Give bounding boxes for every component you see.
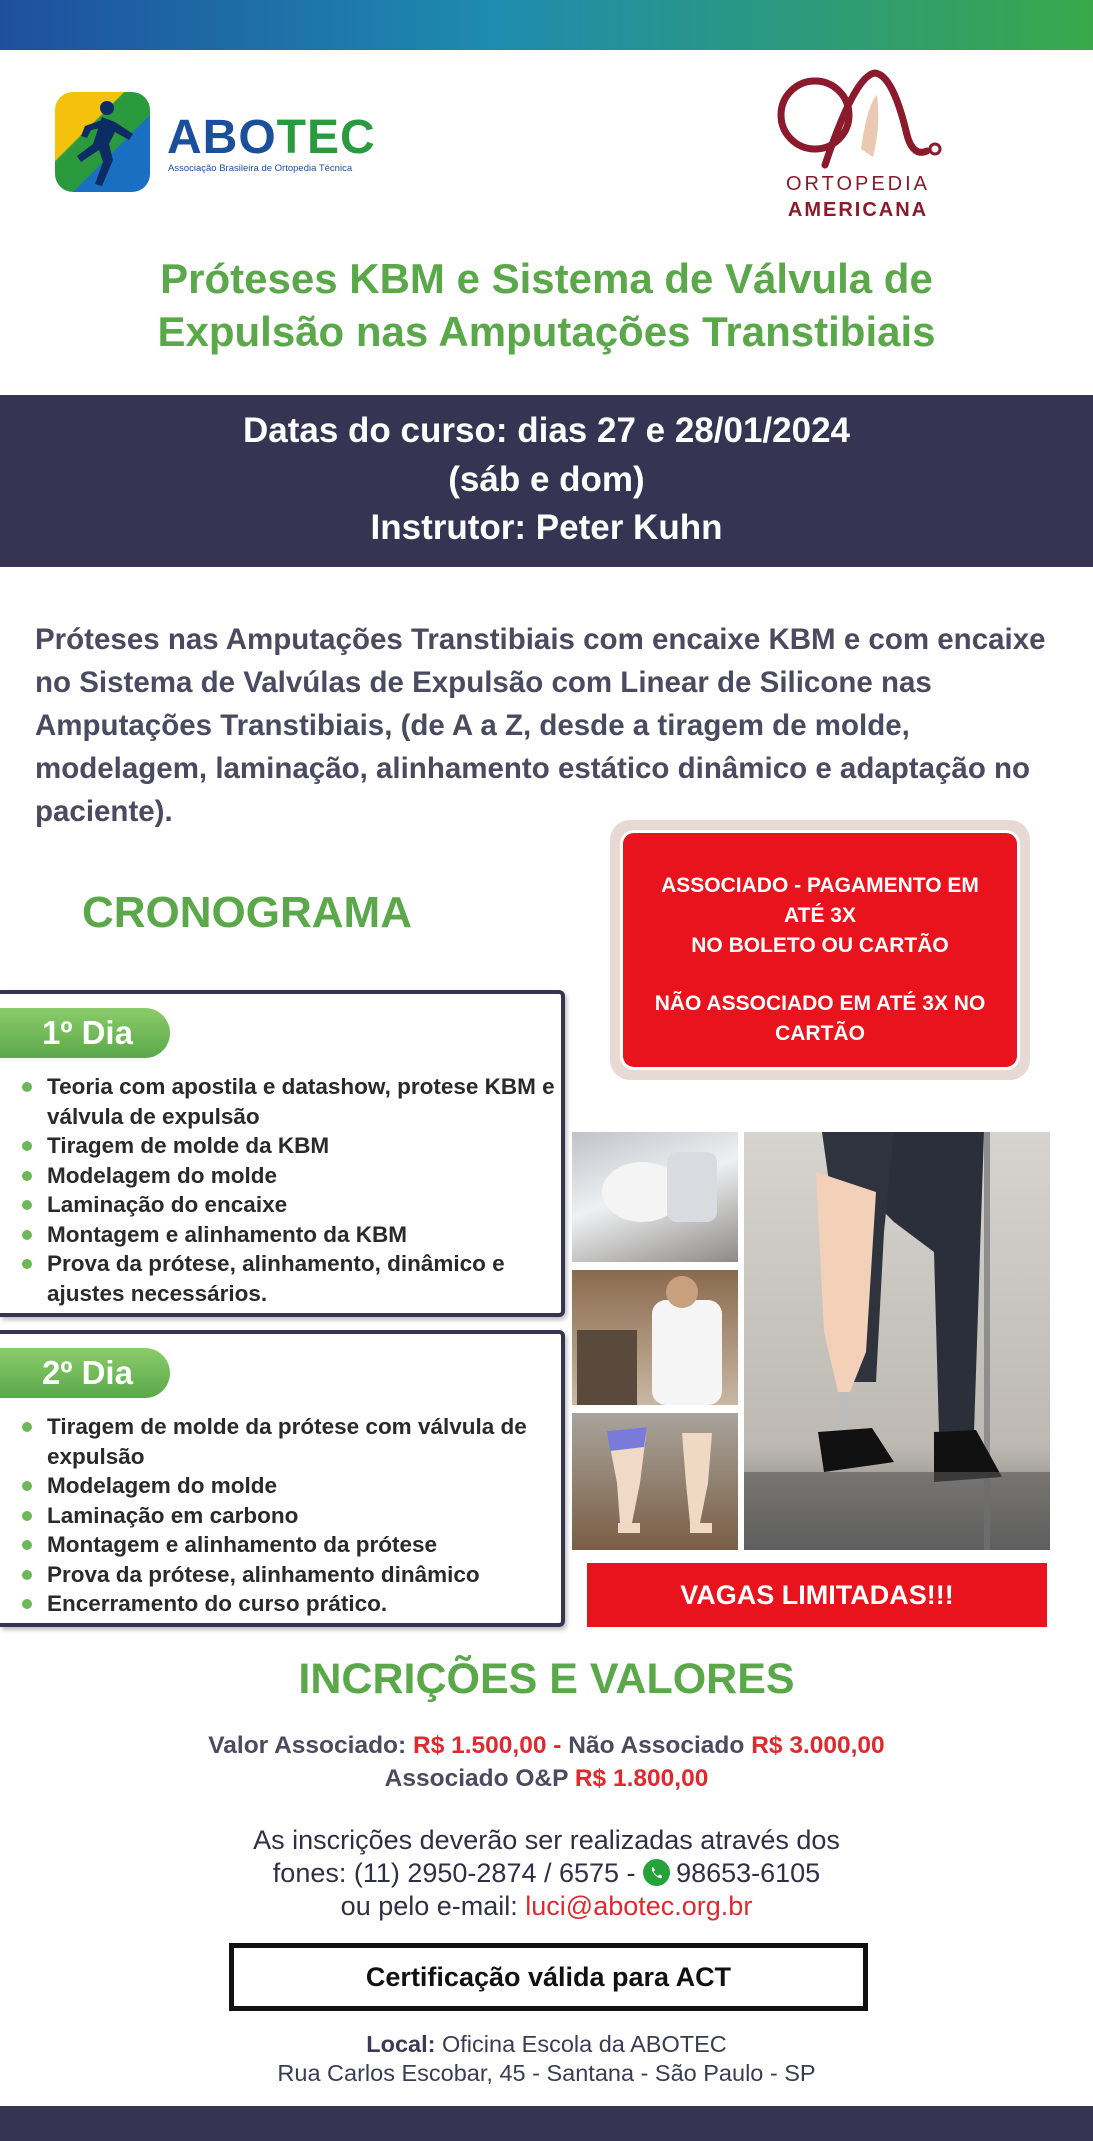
payment-line: NÃO ASSOCIADO EM ATÉ 3X NO [654,992,986,1015]
photo-molding [572,1132,738,1262]
course-days: (sáb e dom) [448,460,645,499]
list-item: Modelagem do molde [20,1161,560,1191]
americana-text: AMERICANA [787,199,929,221]
ortopedia-americana-logo [755,65,955,230]
payment-line: NO BOLETO OU CARTÃO [691,934,949,957]
runner-icon [55,92,150,192]
price-line-2 [0,1765,1093,1793]
list-item: Prova da prótese, alinhamento, dinâmico e ajustes necessários. [20,1249,530,1308]
list-item: Tiragem de molde da prótese com válvula de expulsão [20,1412,560,1471]
bullet-icon [22,1481,32,1491]
day1-badge: 1º Dia [0,1008,170,1058]
email-link[interactable]: luci@abotec.org.br [525,1891,753,1921]
list-item: Laminação do encaixe [20,1190,560,1220]
bullet-icon [22,1511,32,1521]
payment-line: CARTÃO [775,1022,865,1045]
list-item: Tiragem de molde da KBM [20,1131,560,1161]
price-separator: - [546,1732,569,1759]
price-assoc-value: R$ 1.500,00 [413,1732,547,1759]
payment-line: ATÉ 3X [784,904,856,927]
registration-title: INCRIÇÕES E VALORES [298,1655,795,1703]
email-prefix: ou pelo e-mail: [340,1891,518,1921]
bullet-icon [22,1259,32,1269]
day2-badge: 2º Dia [0,1348,170,1398]
certification-box: Certificação válida para ACT [229,1943,868,2011]
bullet-icon [22,1570,32,1580]
abotec-wordmark: ABOTEC [167,111,376,164]
list-item: Laminação em carbono [20,1501,560,1531]
top-gradient-band [0,0,1093,50]
payment-line: ASSOCIADO - PAGAMENTO EM [661,874,979,897]
price-nonassoc-value: R$ 3.000,00 [751,1732,885,1759]
contact-line-3 [0,1891,1093,1922]
abotec-tagline: Associação Brasileira de Ortopedia Técnica [168,163,353,174]
list-item: Montagem e alinhamento da KBM [20,1220,560,1250]
list-item: Prova da prótese, alinhamento dinâmico [20,1560,560,1590]
list-item: Teoria com apostila e datashow, protese KBM e válvula de expulsão [20,1072,560,1131]
payment-box-inner [620,830,1020,1070]
bullet-icon [22,1200,32,1210]
course-info-band [0,395,1093,567]
location-address: Rua Carlos Escobar, 45 - Santana - São Paulo - SP [277,2060,816,2086]
course-title-line1: Próteses KBM e Sistema de Válvula de [160,255,933,302]
location-label: Local: [366,2031,436,2057]
bullet-icon [22,1171,32,1181]
photo-patient-leg [744,1132,1050,1550]
phone-numbers: fones: (11) 2950-2874 / 6575 - [272,1858,636,1888]
schedule-title: CRONOGRAMA [82,888,412,937]
course-title [60,252,1033,358]
day1-list [20,1072,560,1308]
list-item: Encerramento do curso prático. [20,1589,560,1619]
list-item: Montagem e alinhamento da prótese [20,1530,560,1560]
ortopedia-text: ORTOPEDIA [785,173,931,195]
limited-spots-banner: VAGAS LIMITADAS!!! [587,1563,1047,1627]
prosthesis-photos [572,1132,1050,1550]
course-description: Próteses nas Amputações Transtibiais com encaixe KBM e com encaixe no Sistema de Valvúlas de Expulsão com Linear de Silicone nas Amputações Transtibiais, (de A a Z, desde a tiragem de molde, modelagem, laminação, alinhamento estático dinâmico e adaptação no paciente). [35,623,1046,828]
course-title-line2: Expulsão nas Amputações Transtibiais [157,308,936,355]
day2-box [0,1330,565,1627]
day2-list [20,1412,560,1619]
price-nonassoc-label: Não Associado [568,1732,745,1759]
bullet-icon [22,1422,32,1432]
contact-line-1: As inscrições deverão ser realizadas através dos [253,1825,840,1855]
price-line-1 [0,1732,1093,1760]
whatsapp-number: 98653-6105 [676,1858,821,1888]
price-op-value: R$ 1.800,00 [574,1765,709,1792]
price-op-label: Associado O&P [384,1765,569,1792]
photo-prostheses [572,1413,738,1550]
bullet-icon [22,1540,32,1550]
location-place: Oficina Escola da ABOTEC [442,2031,727,2057]
price-assoc-label: Valor Associado: [208,1732,407,1759]
bullet-icon [22,1141,32,1151]
bottom-band [0,2106,1093,2141]
bullet-icon [22,1082,32,1092]
day1-box [0,990,565,1317]
whatsapp-icon [643,1859,670,1886]
course-instructor: Instrutor: Peter Kuhn [370,508,723,547]
payment-box [610,820,1030,1080]
bullet-icon [22,1230,32,1240]
abotec-logo [55,92,385,197]
list-item: Modelagem do molde [20,1471,560,1501]
contact-line-2 [0,1858,1093,1889]
oa-monogram-icon [755,65,955,173]
photo-fitting [572,1270,738,1405]
course-dates: Datas do curso: dias 27 e 28/01/2024 [243,411,850,450]
bullet-icon [22,1599,32,1609]
location-line [0,2031,1093,2058]
